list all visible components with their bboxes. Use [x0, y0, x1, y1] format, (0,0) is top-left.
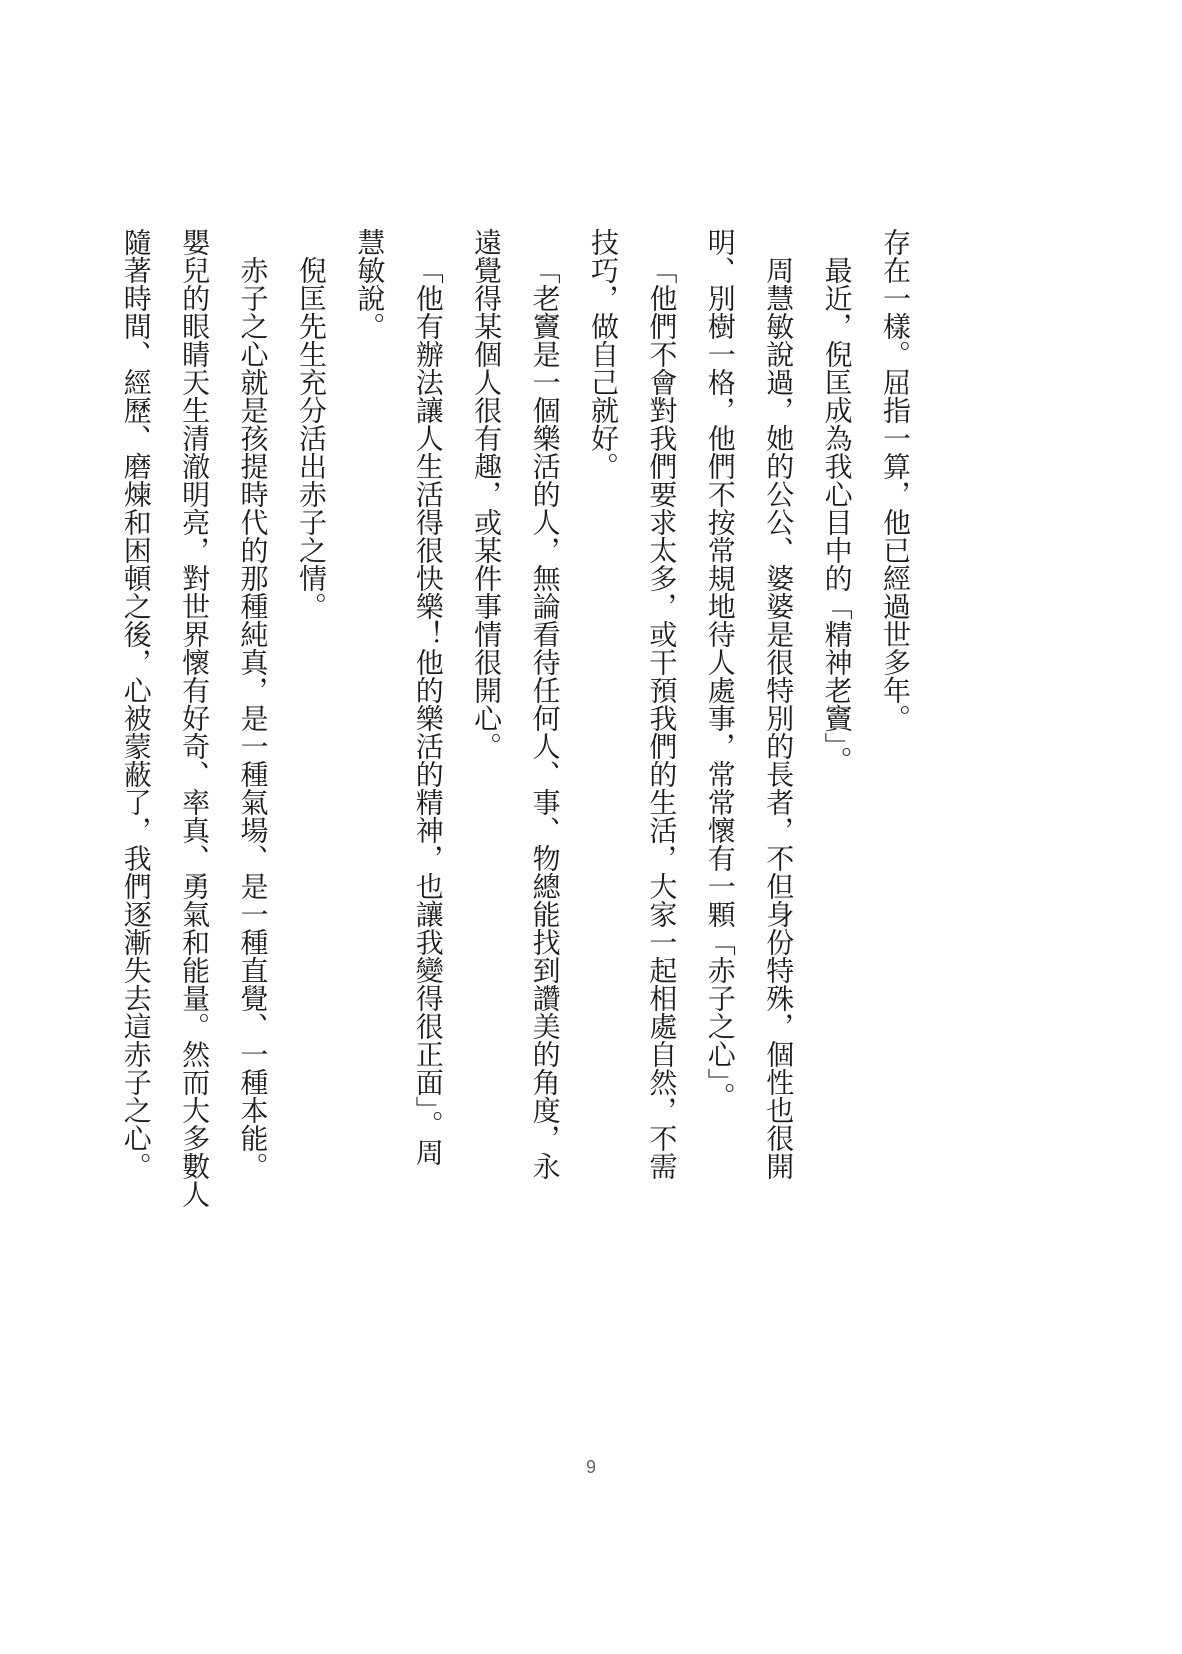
text-line: 周慧敏說過，她的公公、婆婆是很特別的長者，不但身份特殊，個性也很開 — [762, 256, 796, 1180]
text-line: 倪匡先生充分活出赤子之情。 — [294, 256, 328, 620]
text-line: 「老竇是一個樂活的人，無論看待任何人、事、物總能找到讚美的角度，永 — [528, 256, 562, 1180]
text-line: 慧敏說。 — [353, 228, 387, 340]
text-line: 技巧，做自己就好。 — [586, 228, 620, 480]
text-line: 隨著時間、經歷、磨煉和困頓之後，心被蒙蔽了，我們逐漸失去這赤子之心。 — [119, 228, 153, 1180]
text-line: 赤子之心就是孩提時代的那種純真，是一種氣場、是一種直覺、一種本能。 — [236, 256, 270, 1180]
text-line: 存在一樣。屈指一算，他已經過世多年。 — [879, 228, 912, 732]
text-line: 嬰兒的眼睛天生清澈明亮，對世界懷有好奇、率真、勇氣和能量。然而大多數人 — [178, 228, 212, 1208]
page-number: 9 — [585, 1457, 596, 1477]
text-line: 最近，倪匡成為我心目中的「精神老竇」。 — [820, 256, 854, 774]
text-line: 遠覺得某個人很有趣，或某件事情很開心。 — [470, 228, 504, 760]
vertical-text-body — [119, 228, 924, 1228]
text-line: 明、別樹一格，他們不按常規地待人處事，常常懷有一顆「赤子之心」。 — [703, 228, 737, 1110]
text-line: 「他有辦法讓人生活得很快樂！他的樂活的精神，也讓我變得很正面」。周 — [411, 256, 445, 1166]
text-line: 「他們不會對我們要求太多，或干預我們的生活，大家一起相處自然，不需 — [645, 256, 679, 1180]
